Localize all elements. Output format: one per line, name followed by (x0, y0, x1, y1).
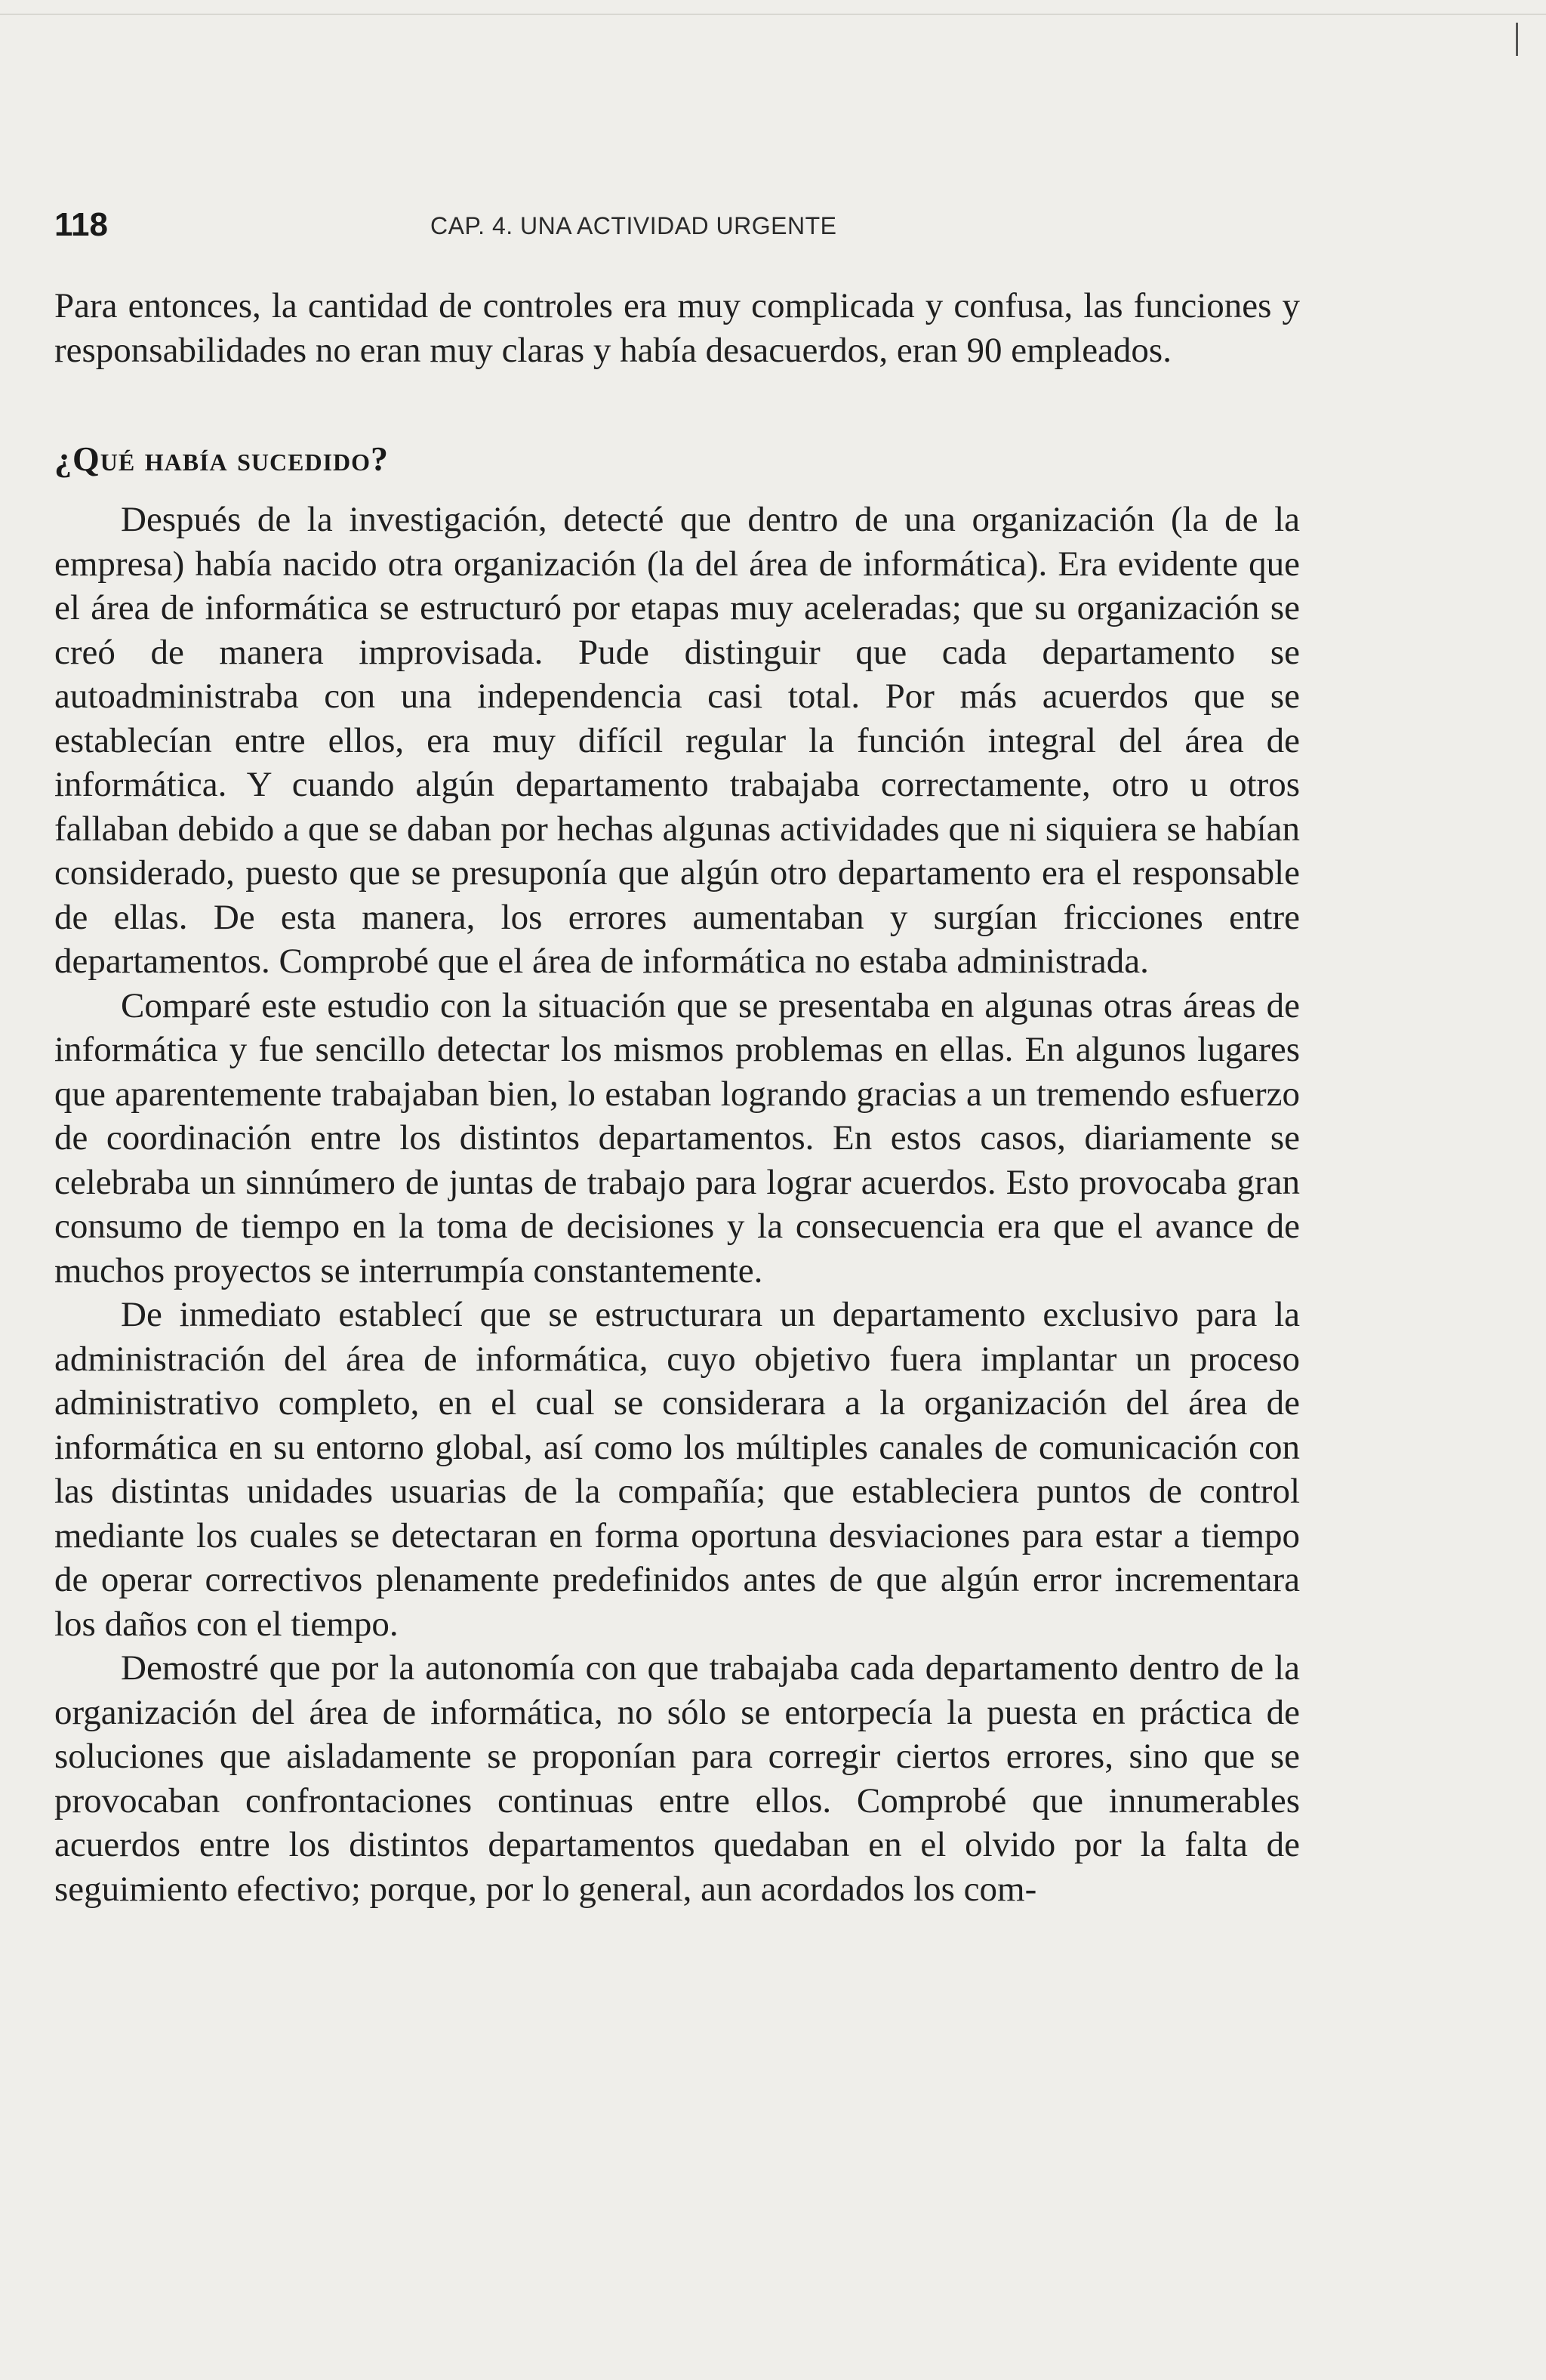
page-top-edge (0, 14, 1546, 15)
paragraph: Después de la investigación, detecté que dentro de una organización (la de la empresa) había nacido otra organización (la del área de informática). Era evidente que el área de informática se estructuró por etapas muy aceleradas; que su organización se creó de manera improvisada. Pude distinguir que cada departamento se autoadministraba con una independencia casi total. Por más acuerdos que se establecían entre ellos, era muy difícil regular la función integral del área de informática. Y cuando algún departamento trabajaba correctamente, otro u otros fallaban debido a que se daban por hechas algunas actividades que ni siquiera se habían considerado, puesto que se presuponía que algún otro departamento era el responsable de ellas. De esta manera, los errores aumentaban y surgían fricciones entre departamentos. Comprobé que el área de informática no estaba administrada. (54, 500, 1300, 981)
scan-mark (1516, 23, 1518, 56)
paragraph: Demostré que por la autonomía con que trabajaba cada departamento dentro de la organización del área de informática, no sólo se entorpecía la puesta en práctica de soluciones que aisladamente se proponían para corregir ciertos errores, sino que se provocaban confrontaciones continuas entre ellos. Comprobé que innumerables acuerdos entre los distintos departamentos quedaban en el olvido por la falta de seguimiento efectivo; porque, por lo general, aun acordados los com- (54, 1648, 1300, 1909)
paragraph: De inmediato establecí que se estructurara un departamento exclusivo para la administración del área de informática, cuyo objetivo fuera implantar un proceso administrativo completo, en el cual se considerara a la organización del área de informática en su entorno global, así como los múltiples canales de comunicación con las distintas unidades usuarias de la compañía; que estableciera puntos de control mediante los cuales se detectaran en forma oportuna desviaciones para estar a tiempo de operar correctivos plenamente predefinidos antes de que algún error incrementara los daños con el tiempo. (54, 1295, 1300, 1644)
section-heading: ¿Qué había sucedido? (54, 439, 390, 478)
page-header (54, 202, 1307, 248)
page-number: 118 (54, 206, 108, 243)
running-head: CAP. 4. UNA ACTIVIDAD URGENTE (430, 212, 837, 239)
paragraph: Comparé este estudio con la situación que se presentaba en algunas otras áreas de informática y fue sencillo detectar los mismos problemas en ellas. En algunos lugares que aparentemente trabajaban bien, lo estaban logrando gracias a un tremendo esfuerzo de coordinación entre los distintos departamentos. En estos casos, diariamente se celebraba un sinnúmero de juntas de trabajo para lograr acuerdos. Esto provocaba gran consumo de tiempo en la toma de decisiones y la consecuencia era que el avance de muchos proyectos se interrumpía constantemente. (54, 985, 1300, 1290)
intro-paragraph: Para entonces, la cantidad de controles era muy complicada y confusa, las funciones y responsabilidades no eran muy claras y había desacuerdos, eran 90 empleados. (54, 286, 1300, 370)
body-text (54, 284, 1300, 1911)
